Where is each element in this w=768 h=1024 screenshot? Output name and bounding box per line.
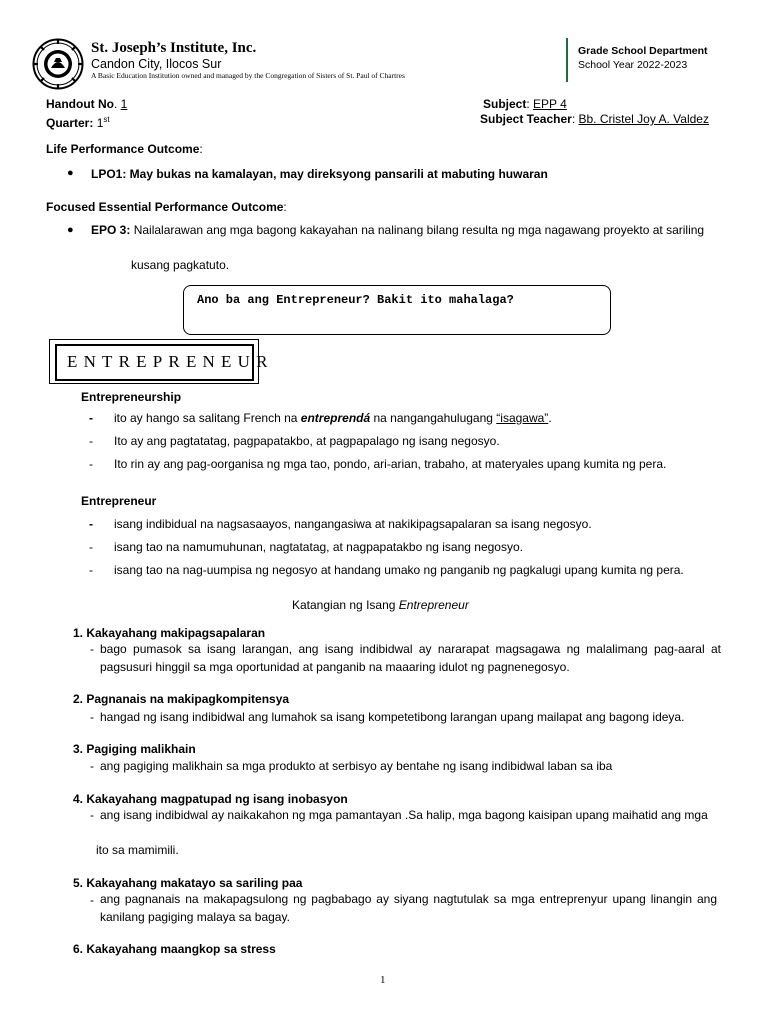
meaning-word: “isagawa” (496, 411, 549, 425)
subject-line: Subject: EPP 4 (483, 97, 567, 111)
epo-heading: Focused Essential Performance Outcome (46, 200, 284, 214)
dash-bullet-icon: - (89, 540, 93, 554)
quarter-label: Quarter: (46, 116, 94, 130)
school-seal-logo (32, 38, 84, 90)
trait-desc-5: ang pagnanais na makapagsulong ng pagbabago ay siyang nagtutulak sa mga entreprenyur upang linangin ang kanilang pagiging malaya sa bagay. (100, 892, 717, 924)
katangian-heading-italic: Entrepreneur (398, 598, 469, 612)
entrepreneur-item-1: isang indibidual na nagsasaayos, nangangasiwa at nakikipagsapalaran sa isang negosyo. (114, 517, 592, 531)
trait-desc-2: hangad ng isang indibidwal ang lumahok sa isang kompetetibong larangan upang mailapat ang bagong ideya. (100, 710, 685, 724)
epo-text-line2: kusang pagkatuto. (131, 258, 230, 272)
quarter-line (46, 112, 110, 131)
dash-bullet-icon: - (89, 411, 93, 425)
entrepreneur-heading: Entrepreneur (81, 494, 157, 508)
school-tagline: A Basic Education Institution owned and managed by the Congregation of Sisters of St. Paul of Chartres (91, 71, 405, 80)
dash-bullet-icon: - (90, 642, 94, 656)
french-word: entreprendá (300, 411, 371, 425)
katangian-heading-text: Katangian ng Isang (292, 598, 399, 612)
question-text: Ano ba ang Entrepreneur? Bakit ito mahalaga? (197, 293, 514, 307)
trait-title-2: 2. Pagnanais na makipagkompitensya (73, 692, 290, 706)
lpo-heading: Life Performance Outcome (46, 142, 200, 156)
handout-value: 1 (120, 97, 128, 111)
department-label: Grade School Department (578, 45, 708, 57)
dash-bullet-icon: - (90, 710, 94, 724)
lpo-heading-line: Life Performance Outcome: (46, 142, 203, 156)
trait-title-5: 5. Kakayahang makatayo sa sariling paa (73, 876, 303, 890)
trait-desc-1: bago pumasok sa isang larangan, ang isang indibidwal ay nararapat magsagawa ng malalimang pag-aaral at pagsusuri hinggil sa mga oportunidad at panganib na maaaring idulot ng pagnenegosyo. (100, 642, 721, 674)
dash-bullet-icon: - (89, 457, 93, 471)
bullet-icon: ● (67, 167, 74, 179)
quarter-value: 1 (96, 116, 104, 130)
item-text: . (548, 411, 552, 425)
epo-text-line1: Nailalarawan ang mga bagong kakayahan na nalinang bilang resulta ng mga nagawang proyekto at sariling (133, 223, 705, 237)
header-divider (566, 38, 568, 82)
subject-label: Subject (483, 97, 527, 111)
dash-bullet-icon: - (90, 808, 94, 822)
trait-title-4: 4. Kakayahang magpatupad ng isang inobasyon (73, 792, 348, 806)
dash-bullet-icon: - (89, 563, 93, 577)
teacher-value: Bb. Cristel Joy A. Valdez (578, 112, 709, 126)
epo-item-line (91, 223, 704, 238)
trait-title-1: 1. Kakayahang makipagsapalaran (73, 626, 266, 640)
school-location: Candon City, Ilocos Sur (91, 57, 222, 71)
school-year-label: School Year 2022-2023 (578, 59, 688, 71)
lpo-item: LPO1: May bukas na kamalayan, may direksyong pansarili at mabuting huwaran (91, 167, 548, 181)
entrepreneurship-item-1 (114, 411, 552, 426)
item-text: ito ay hango sa salitang French na (114, 411, 301, 425)
entrepreneur-item-2: isang tao na namumuhunan, nagtatatag, at nagpapatakbo ng isang negosyo. (114, 540, 523, 554)
item-text: na nangangahulugang (370, 411, 497, 425)
bullet-icon: ● (67, 224, 74, 236)
entrepreneurship-item-3: Ito rin ay ang pag-oorganisa ng mga tao, pondo, ari-arian, trabaho, at materyales upang kumita ng pera. (114, 457, 667, 471)
epo-heading-line: Focused Essential Performance Outcome: (46, 200, 287, 214)
dash-bullet-icon: - (89, 434, 93, 448)
trait-title-6: 6. Kakayahang maangkop sa stress (73, 942, 276, 956)
teacher-line: Subject Teacher: Bb. Cristel Joy A. Valdez (480, 112, 709, 126)
school-name: St. Joseph’s Institute, Inc. (91, 40, 257, 56)
section-title: ENTREPRENEUR (67, 352, 274, 371)
page-number: 1 (380, 974, 386, 986)
epo-label: EPO 3: (91, 223, 131, 237)
handout-label: Handout No (46, 97, 114, 111)
dash-bullet-icon: - (90, 893, 94, 907)
dash-bullet-icon: - (90, 759, 94, 773)
katangian-heading (292, 598, 469, 613)
entrepreneur-item-3: isang tao na nag-uumpisa ng negosyo at handang umako ng panganib ng pagkalugi upang kumita ng pera. (114, 563, 684, 577)
trait-desc-3: ang pagiging malikhain sa mga produkto at serbisyo ay bentahe ng isang indibidwal laban sa iba (100, 759, 613, 773)
subject-value: EPP 4 (533, 97, 567, 111)
entrepreneurship-item-2: Ito ay ang pagtatatag, pagpapatakbo, at pagpapalago ng isang negosyo. (114, 434, 500, 448)
trait-desc-4: ang isang indibidwal ay naikakahon ng mga pamantayan .Sa halip, mga bagong kaisipan upang maihatid ang mga (100, 808, 708, 822)
handout-number-line: Handout No. 1 (46, 97, 128, 111)
trait-title-3: 3. Pagiging malikhain (73, 742, 196, 756)
entrepreneurship-heading: Entrepreneurship (81, 390, 182, 404)
trait-desc-4-continued: ito sa mamimili. (96, 843, 179, 857)
dash-bullet-icon: - (89, 517, 93, 531)
teacher-label: Subject Teacher (480, 112, 572, 126)
quarter-sup: st (103, 115, 110, 124)
